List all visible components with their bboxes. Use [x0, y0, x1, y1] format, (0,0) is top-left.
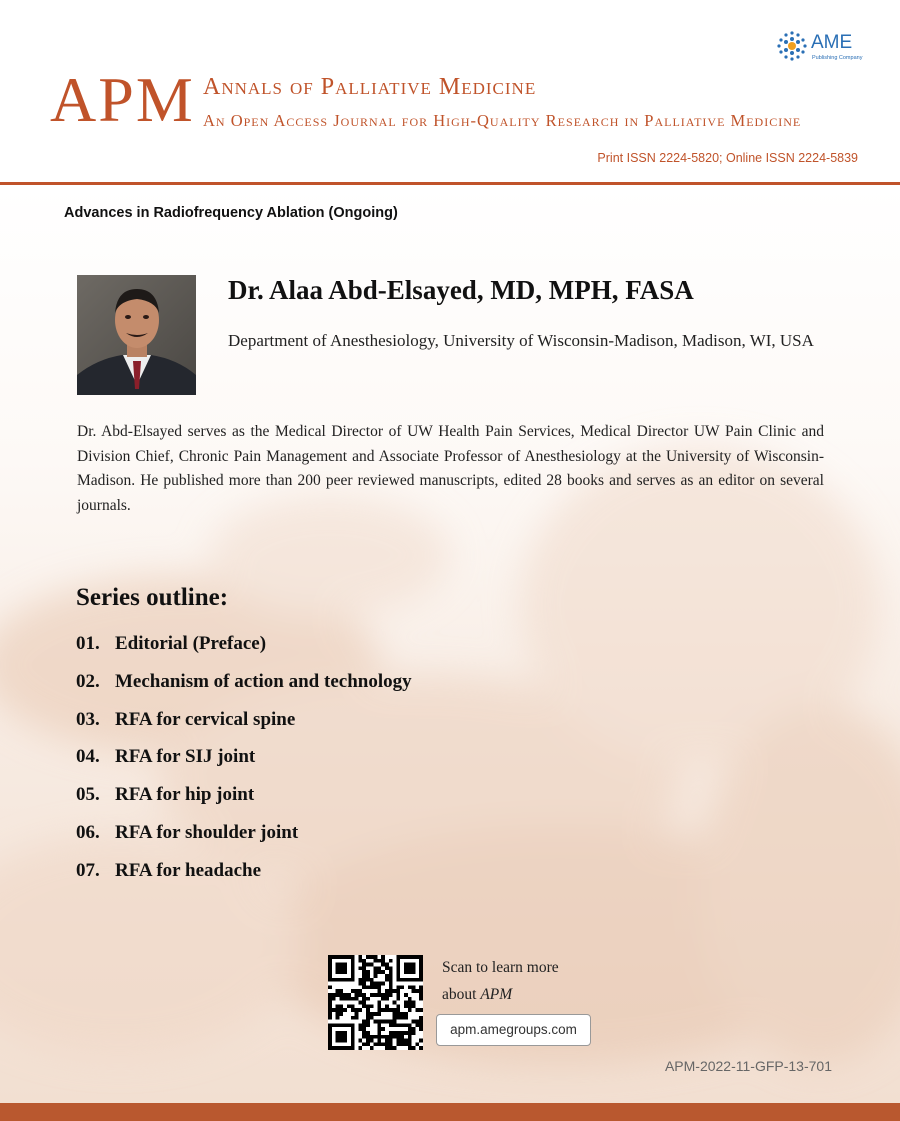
outline-item-label: RFA for hip joint [115, 784, 255, 806]
document-code: APM-2022-11-GFP-13-701 [664, 1058, 832, 1074]
outline-item-number: 02. [76, 670, 100, 692]
header-divider [0, 182, 900, 185]
editor-portrait [77, 275, 196, 395]
outline-item-number: 01. [76, 633, 100, 654]
scan-line-2-journal: APM [480, 986, 513, 1003]
outline-item [76, 746, 412, 784]
outline-item [76, 709, 412, 747]
ame-publisher-logo [776, 30, 871, 66]
editor-name: Dr. Alaa Abd-Elsayed, MD, MPH, FASA [228, 275, 694, 305]
outline-item [76, 860, 412, 898]
outline-item-number: 06. [76, 821, 100, 843]
outline-item [76, 784, 412, 822]
journal-name: Annals of Palliative Medicine [203, 74, 537, 100]
apm-logo: APM [50, 64, 195, 135]
outline-item-label: Mechanism of action and technology [115, 670, 412, 692]
outline-item [76, 633, 412, 671]
outline-item-label: Editorial (Preface) [115, 633, 267, 654]
bottom-bar [0, 1103, 900, 1121]
ame-logo-text: AME [811, 32, 853, 53]
header [0, 0, 900, 185]
scan-line-1: Scan to learn more [442, 959, 559, 976]
editor-affiliation: Department of Anesthesiology, University of Wisconsin-Madison, Madison, WI, USA [228, 331, 814, 350]
series-outline-list [76, 633, 412, 898]
scan-line-2-prefix: about [442, 986, 481, 1003]
outline-item-number: 04. [76, 746, 100, 768]
scan-prompt [442, 954, 602, 1008]
ame-logo-subtext: Publishing Company [812, 55, 863, 61]
outline-item [76, 822, 412, 860]
series-outline-heading: Series outline: [76, 584, 229, 611]
website-link[interactable]: apm.amegroups.com [436, 1014, 591, 1046]
outline-item-number: 07. [76, 859, 100, 881]
series-title: Advances in Radiofrequency Ablation (Ongoing) [64, 205, 398, 221]
ame-dots-icon [776, 30, 808, 62]
editor-bio: Dr. Abd-Elsayed serves as the Medical Director of UW Health Pain Services, Medical Director UW Pain Clinic and Division Chief, Chronic Pain Management and Associate Professor of Anesthesiology at the University of Wisconsin-Madison. He published more than 200 peer reviewed manuscripts, edited 28 books and serves as an editor on several journals. [77, 423, 824, 514]
outline-item-number: 05. [76, 784, 100, 806]
outline-item-label: RFA for SIJ joint [115, 746, 256, 768]
journal-tagline: An Open Access Journal for High-Quality Research in Palliative Medicine [203, 111, 802, 130]
outline-item-label: RFA for shoulder joint [115, 821, 299, 843]
scan-line-2 [442, 981, 602, 1008]
outline-item [76, 671, 412, 709]
outline-item-label: RFA for headache [115, 859, 262, 881]
outline-item-label: RFA for cervical spine [115, 708, 296, 730]
outline-item-number: 03. [76, 708, 100, 730]
qr-code[interactable] [328, 955, 423, 1050]
issn-text: Print ISSN 2224-5820; Online ISSN 2224-5839 [597, 151, 858, 165]
